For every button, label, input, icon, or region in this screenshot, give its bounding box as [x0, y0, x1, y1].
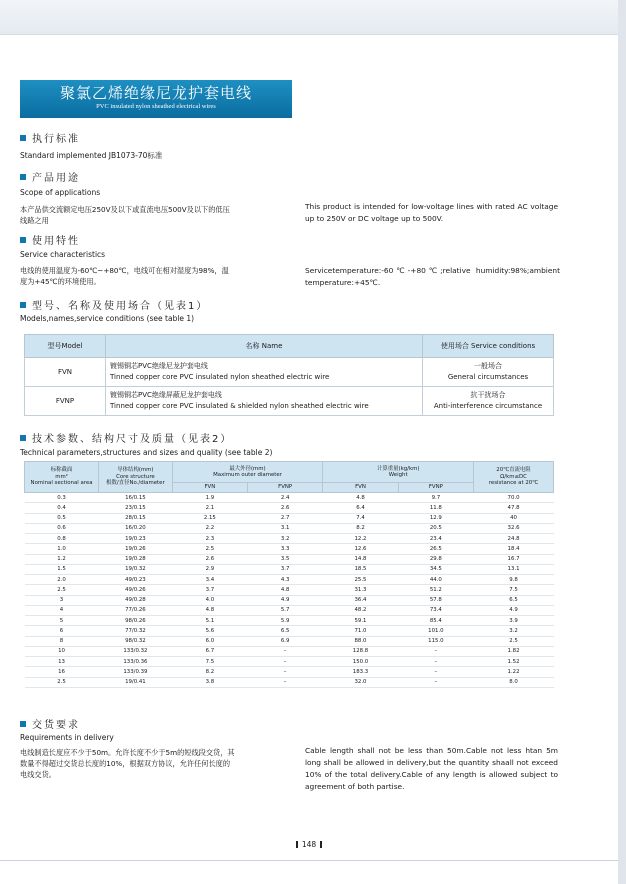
weight-fvnp-cell: – — [398, 646, 473, 656]
tech-table-body — [25, 493, 554, 688]
weight-fvnp-cell: 85.4 — [398, 616, 473, 626]
resistance-cell: 40 — [474, 513, 554, 523]
weight-fvnp-cell: 20.5 — [398, 523, 473, 533]
table-row — [25, 523, 554, 533]
core-cell: 49/0.23 — [99, 575, 173, 585]
area-cell: 2.5 — [25, 677, 99, 687]
resistance-cell: 24.8 — [474, 534, 554, 544]
diam-fvn-cell: 1.9 — [172, 493, 247, 503]
diam-fvnp-cell: 2.6 — [247, 503, 322, 513]
weight-fvn-cell: 12.6 — [323, 544, 398, 554]
footer-bar-icon — [320, 841, 322, 848]
col-core: 导体结构(mm) Core structure 根数/直径No./diameter — [99, 462, 173, 493]
resistance-cell: 9.8 — [474, 575, 554, 585]
weight-fvnp-cell: 9.7 — [398, 493, 473, 503]
diam-fvnp-cell: 3.2 — [247, 534, 322, 544]
diam-fvn-cell: 7.5 — [172, 657, 247, 667]
diam-fvnp-cell: – — [247, 667, 322, 677]
diam-fvnp-cell: 6.5 — [247, 626, 322, 636]
area-cell: 0.8 — [25, 534, 99, 544]
square-bullet-icon — [20, 721, 26, 727]
title-banner — [20, 80, 292, 118]
table-row — [25, 585, 554, 595]
page-number: 148 — [301, 840, 317, 849]
name-en: Tinned copper core PVC insulated nylon sheathed electric wire — [110, 373, 330, 381]
top-strip — [0, 0, 618, 35]
table-row — [25, 646, 554, 656]
resistance-cell: 3.2 — [474, 626, 554, 636]
weight-fvn-cell: 128.8 — [323, 646, 398, 656]
core-cell: 49/0.28 — [99, 595, 173, 605]
weight-fvnp-cell: 12.9 — [398, 513, 473, 523]
service-text-en: Servicetemperature:-60℃-+80℃;relative humidity:98%;ambient temperature:+45℃. — [305, 266, 560, 287]
service-text-cn: 电线的使用温度为-60℃~+80℃，电线可在相对湿度为98%，温度为+45℃的环境使用。 — [20, 266, 229, 286]
weight-fvnp-cell: 73.4 — [398, 605, 473, 615]
core-cell: 19/0.26 — [99, 544, 173, 554]
core-cell: 49/0.26 — [99, 585, 173, 595]
resistance-cell: 8.0 — [474, 677, 554, 687]
table-row — [25, 513, 554, 523]
col-name: 名称 Name — [106, 335, 423, 358]
diam-fvnp-cell: 2.4 — [247, 493, 322, 503]
resistance-cell: 70.0 — [474, 493, 554, 503]
diam-fvn-cell: 6.7 — [172, 646, 247, 656]
weight-fvn-cell: 12.2 — [323, 534, 398, 544]
weight-fvnp-cell: 11.8 — [398, 503, 473, 513]
diam-fvn-cell: 2.3 — [172, 534, 247, 544]
resistance-cell: 1.82 — [474, 646, 554, 656]
weight-fvn-cell: 18.5 — [323, 564, 398, 574]
service-heading: 使用特性 — [20, 232, 80, 247]
diam-fvn-cell: 3.8 — [172, 677, 247, 687]
diam-fvn-cell: 8.2 — [172, 667, 247, 677]
area-cell: 5 — [25, 616, 99, 626]
square-bullet-icon — [20, 174, 26, 180]
table-row — [25, 636, 554, 646]
scope-subheading: Scope of applications — [20, 188, 101, 197]
service-en: General circumstances — [447, 373, 529, 381]
name-en: Tinned copper core PVC insulated & shielded nylon sheathed electric wire — [110, 402, 369, 410]
resistance-cell: 7.5 — [474, 585, 554, 595]
area-cell: 2.0 — [25, 575, 99, 585]
table-row — [25, 544, 554, 554]
diam-fvnp-cell: 4.3 — [247, 575, 322, 585]
col-diam-fvn: FVN — [172, 483, 247, 493]
diam-fvn-cell: 5.1 — [172, 616, 247, 626]
weight-fvnp-cell: 44.0 — [398, 575, 473, 585]
table-row — [25, 493, 554, 503]
weight-fvn-cell: 8.2 — [323, 523, 398, 533]
area-cell: 1.2 — [25, 554, 99, 564]
col-model: 型号Model — [25, 335, 106, 358]
tech-table — [24, 461, 554, 688]
diam-fvn-cell: 2.5 — [172, 544, 247, 554]
delivery-subheading: Requirements in delivery — [20, 733, 114, 742]
area-cell: 0.3 — [25, 493, 99, 503]
diam-fvnp-cell: 3.5 — [247, 554, 322, 564]
name-cell — [106, 387, 423, 416]
diam-fvnp-cell: 5.7 — [247, 605, 322, 615]
resistance-cell: 3.9 — [474, 616, 554, 626]
weight-fvn-cell: 59.1 — [323, 616, 398, 626]
table-row — [25, 564, 554, 574]
diam-fvnp-cell: 3.7 — [247, 564, 322, 574]
diam-fvnp-cell: – — [247, 677, 322, 687]
col-service: 使用场合 Service conditions — [423, 335, 554, 358]
table-row — [25, 503, 554, 513]
table-row — [25, 534, 554, 544]
area-cell: 4 — [25, 605, 99, 615]
diam-fvn-cell: 4.8 — [172, 605, 247, 615]
delivery-text-en: Cable length shall not be less than 50m.Cable not less htan 5m long shall be allowed in delivery,but the quantity shaall not exceed 10% of the total delivery.Cable of any length is allowed subject to agreement of both partise. — [305, 746, 558, 791]
weight-fvnp-cell: 51.2 — [398, 585, 473, 595]
diam-fvn-cell: 2.2 — [172, 523, 247, 533]
diam-fvn-cell: 3.7 — [172, 585, 247, 595]
diam-fvnp-cell: – — [247, 657, 322, 667]
diam-fvn-cell: 2.1 — [172, 503, 247, 513]
weight-fvn-cell: 36.4 — [323, 595, 398, 605]
weight-fvn-cell: 14.8 — [323, 554, 398, 564]
models-table-header — [25, 335, 554, 358]
weight-fvn-cell: 48.2 — [323, 605, 398, 615]
weight-fvnp-cell: – — [398, 667, 473, 677]
weight-fvn-cell: 32.0 — [323, 677, 398, 687]
weight-fvnp-cell: – — [398, 677, 473, 687]
resistance-cell: 32.6 — [474, 523, 554, 533]
area-cell: 1.0 — [25, 544, 99, 554]
weight-fvn-cell: 183.3 — [323, 667, 398, 677]
diam-fvnp-cell: 4.9 — [247, 595, 322, 605]
area-cell: 6 — [25, 626, 99, 636]
core-cell: 19/0.23 — [99, 534, 173, 544]
diam-fvn-cell: 3.4 — [172, 575, 247, 585]
square-bullet-icon — [20, 435, 26, 441]
core-cell: 28/0.15 — [99, 513, 173, 523]
weight-fvnp-cell: 101.0 — [398, 626, 473, 636]
core-cell: 16/0.20 — [99, 523, 173, 533]
area-cell: 0.6 — [25, 523, 99, 533]
area-cell: 16 — [25, 667, 99, 677]
weight-fvn-cell: 6.4 — [323, 503, 398, 513]
service-cn: 抗干扰场合 — [470, 391, 506, 399]
core-cell: 133/0.39 — [99, 667, 173, 677]
tech-heading: 技术参数、结构尺寸及质量（见表2） — [20, 430, 232, 445]
diam-fvnp-cell: 4.8 — [247, 585, 322, 595]
area-cell: 0.4 — [25, 503, 99, 513]
tech-table-header — [25, 462, 554, 483]
models-heading: 型号、名称及使用场合（见表1） — [20, 297, 208, 312]
col-weight-fvnp: FVNP — [398, 483, 473, 493]
table-row — [25, 605, 554, 615]
service-cell — [423, 387, 554, 416]
table-row — [25, 657, 554, 667]
area-cell: 0.5 — [25, 513, 99, 523]
table-row — [25, 575, 554, 585]
core-cell: 133/0.32 — [99, 646, 173, 656]
models-subheading: Models,names,service conditions (see table 1) — [20, 314, 195, 323]
tech-subheading: Technical parameters,structures and sizes and quality (see table 2) — [20, 448, 273, 457]
diam-fvnp-cell: 3.3 — [247, 544, 322, 554]
area-cell: 13 — [25, 657, 99, 667]
standard-heading: 执行标准 — [20, 130, 80, 145]
bottom-rule — [0, 860, 618, 861]
weight-fvn-cell: 88.0 — [323, 636, 398, 646]
diam-fvnp-cell: – — [247, 646, 322, 656]
core-cell: 98/0.26 — [99, 616, 173, 626]
service-cell — [423, 358, 554, 387]
service-cn: 一般场合 — [474, 362, 502, 370]
table-row — [25, 595, 554, 605]
col-weight-fvn: FVN — [323, 483, 398, 493]
diam-fvnp-cell: 3.1 — [247, 523, 322, 533]
table-row — [25, 387, 554, 416]
weight-fvn-cell: 150.0 — [323, 657, 398, 667]
table-row — [25, 626, 554, 636]
weight-fvnp-cell: 26.5 — [398, 544, 473, 554]
diam-fvnp-cell: 6.9 — [247, 636, 322, 646]
core-cell: 77/0.32 — [99, 626, 173, 636]
area-cell: 2.5 — [25, 585, 99, 595]
right-edge-strip — [618, 0, 626, 884]
delivery-heading: 交货要求 — [20, 716, 80, 731]
weight-fvnp-cell: 57.8 — [398, 595, 473, 605]
resistance-cell: 1.52 — [474, 657, 554, 667]
standard-text: Standard implemented JB1073-70标准 — [20, 151, 163, 160]
area-cell: 3 — [25, 595, 99, 605]
core-cell: 19/0.41 — [99, 677, 173, 687]
resistance-cell: 16.7 — [474, 554, 554, 564]
title-en: PVC insulated nylon sheathed electrical wires — [96, 103, 216, 110]
service-subheading: Service characteristics — [20, 250, 106, 259]
resistance-cell: 1.22 — [474, 667, 554, 677]
model-cell: FVN — [25, 358, 106, 387]
col-area: 标称截面 mm² Nominal sectional area — [25, 462, 99, 493]
title-cn: 聚氯乙烯绝缘尼龙护套电线 — [59, 84, 252, 102]
weight-fvnp-cell: 29.8 — [398, 554, 473, 564]
core-cell: 19/0.32 — [99, 564, 173, 574]
diam-fvn-cell: 2.15 — [172, 513, 247, 523]
col-resistance: 20℃直流电阻 Ω/km≤DC resistance at 20℃ — [474, 462, 554, 493]
diam-fvnp-cell: 2.7 — [247, 513, 322, 523]
weight-fvnp-cell: 23.4 — [398, 534, 473, 544]
core-cell: 23/0.15 — [99, 503, 173, 513]
name-cn: 镀锡铜芯PVC绝缘尼龙护套电线 — [110, 362, 208, 370]
diam-fvn-cell: 5.6 — [172, 626, 247, 636]
resistance-cell: 47.8 — [474, 503, 554, 513]
table-row — [25, 667, 554, 677]
weight-fvnp-cell: – — [398, 657, 473, 667]
weight-fvn-cell: 4.8 — [323, 493, 398, 503]
models-table — [24, 334, 554, 416]
scope-text-cn: 本产品供交流额定电压250V及以下或直流电压500V及以下的低压线路之用 — [20, 205, 230, 225]
weight-fvn-cell: 71.0 — [323, 626, 398, 636]
core-cell: 19/0.28 — [99, 554, 173, 564]
col-diameter: 最大外径(mm) Maximum outer diameter — [172, 462, 323, 483]
diam-fvnp-cell: 5.9 — [247, 616, 322, 626]
resistance-cell: 18.4 — [474, 544, 554, 554]
model-cell: FVNP — [25, 387, 106, 416]
resistance-cell: 2.5 — [474, 636, 554, 646]
name-cn: 镀锡铜芯PVC绝缘屏蔽尼龙护套电线 — [110, 391, 222, 399]
diam-fvn-cell: 6.0 — [172, 636, 247, 646]
table-row — [25, 677, 554, 687]
weight-fvnp-cell: 34.5 — [398, 564, 473, 574]
square-bullet-icon — [20, 237, 26, 243]
resistance-cell: 4.9 — [474, 605, 554, 615]
page-footer — [0, 840, 618, 849]
square-bullet-icon — [20, 135, 26, 141]
diam-fvn-cell: 2.9 — [172, 564, 247, 574]
core-cell: 133/0.36 — [99, 657, 173, 667]
delivery-text-cn: 电线制造长度应不少于50m。允许长度不少于5m的短线段交货，其数量不得超过交货总长度的10%，根据双方协议，允许任何长度的电线交货。 — [20, 748, 235, 779]
area-cell: 1.5 — [25, 564, 99, 574]
core-cell: 77/0.26 — [99, 605, 173, 615]
table-row — [25, 616, 554, 626]
weight-fvn-cell: 7.4 — [323, 513, 398, 523]
area-cell: 10 — [25, 646, 99, 656]
area-cell: 8 — [25, 636, 99, 646]
footer-bar-icon — [296, 841, 298, 848]
resistance-cell: 13.1 — [474, 564, 554, 574]
weight-fvnp-cell: 115.0 — [398, 636, 473, 646]
table-row — [25, 554, 554, 564]
weight-fvn-cell: 31.3 — [323, 585, 398, 595]
square-bullet-icon — [20, 302, 26, 308]
service-en: Anti-interference circumstance — [433, 402, 543, 410]
resistance-cell: 6.5 — [474, 595, 554, 605]
core-cell: 98/0.32 — [99, 636, 173, 646]
diam-fvn-cell: 2.6 — [172, 554, 247, 564]
table-row — [25, 358, 554, 387]
name-cell — [106, 358, 423, 387]
scope-text-en: This product is intended for low-voltage lines with rated AC voltage up to 250V or DC voltage up to 500V. — [305, 202, 558, 223]
col-diam-fvnp: FVNP — [247, 483, 322, 493]
core-cell: 16/0.15 — [99, 493, 173, 503]
diam-fvn-cell: 4.0 — [172, 595, 247, 605]
weight-fvn-cell: 25.5 — [323, 575, 398, 585]
col-weight: 计算重量(kg/km) Weight — [323, 462, 474, 483]
scope-heading: 产品用途 — [20, 169, 80, 184]
